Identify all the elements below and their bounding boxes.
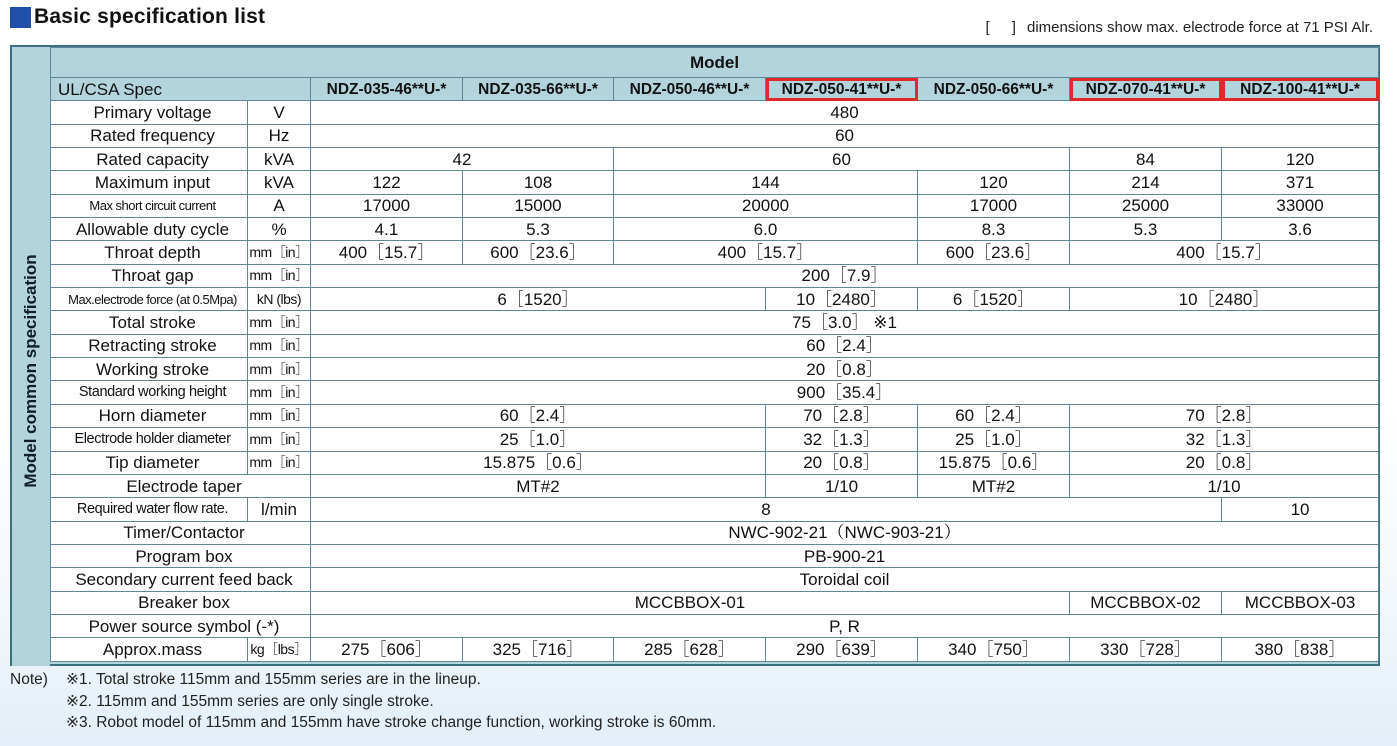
value-cell: 290［639］ (766, 638, 918, 661)
row-label: Throat depth (51, 241, 248, 264)
value-cell: 214 (1070, 171, 1222, 194)
top-note (985, 19, 1373, 36)
row-unit: mm［in］ (248, 264, 311, 287)
value-cell: MCCBBOX-02 (1070, 591, 1222, 614)
value-cell: 20［0.8］ (766, 451, 918, 474)
side-label: Model common specification (21, 254, 40, 488)
table-row (51, 171, 1379, 194)
value-cell: 25［1.0］ (918, 428, 1070, 451)
value-cell: MCCBBOX-01 (311, 591, 1070, 614)
value-cell: 42 (311, 148, 614, 171)
value-cell: MCCBBOX-03 (1222, 591, 1379, 614)
value-cell: 10［2480］ (1070, 288, 1379, 311)
row-label: Working stroke (51, 358, 248, 381)
row-label: Maximum input (51, 171, 248, 194)
row-label: Power source symbol (-*) (51, 614, 311, 637)
table-row (51, 148, 1379, 171)
value-cell: MT#2 (311, 474, 766, 497)
row-label: Rated frequency (51, 124, 248, 147)
model-header: Model (51, 48, 1379, 78)
value-cell: 17000 (918, 194, 1070, 217)
row-unit: % (248, 218, 311, 241)
row-unit: kVA (248, 171, 311, 194)
title-square-icon (10, 7, 31, 28)
value-cell: 70［2.8］ (1070, 404, 1379, 427)
page-title: Basic specification list (34, 5, 266, 28)
value-cell: 15.875［0.6］ (918, 451, 1070, 474)
value-cell: P, R (311, 614, 1379, 637)
value-cell: 600［23.6］ (463, 241, 614, 264)
footnote-1 (10, 669, 716, 691)
value-cell: 4.1 (311, 218, 463, 241)
value-cell: 325［716］ (463, 638, 614, 661)
row-unit: mm［in］ (248, 334, 311, 357)
value-cell: 20［0.8］ (311, 358, 1379, 381)
table-row (51, 124, 1379, 147)
side-column (12, 77, 50, 666)
value-cell: 15.875［0.6］ (311, 451, 766, 474)
ul-spec-row (51, 78, 1379, 101)
value-cell: 6［1520］ (918, 288, 1070, 311)
table-row (51, 264, 1379, 287)
row-label: Approx.mass (51, 638, 248, 661)
table-row (51, 614, 1379, 637)
value-cell: 144 (614, 171, 918, 194)
table-row (51, 451, 1379, 474)
value-cell: 32［1.3］ (766, 428, 918, 451)
value-cell: 60 (614, 148, 1070, 171)
table-row (51, 638, 1379, 661)
value-cell: 600［23.6］ (918, 241, 1070, 264)
value-cell: 10［2480］ (766, 288, 918, 311)
row-label: Required water flow rate. (51, 498, 248, 521)
value-cell: 275［606］ (311, 638, 463, 661)
row-unit: mm［in］ (248, 428, 311, 451)
row-label: Primary voltage (51, 101, 248, 124)
footnote-3 (10, 712, 716, 734)
value-cell: 20［0.8］ (1070, 451, 1379, 474)
value-cell: 25［1.0］ (311, 428, 766, 451)
value-cell: 120 (918, 171, 1070, 194)
value-cell: 84 (1070, 148, 1222, 171)
model-name-highlighted: NDZ-050-41**U-* (766, 78, 918, 101)
row-label: Program box (51, 544, 311, 567)
model-name: NDZ-050-66**U-* (918, 78, 1070, 101)
table-row (51, 381, 1379, 404)
value-cell: 108 (463, 171, 614, 194)
value-cell: 900［35.4］ (311, 381, 1379, 404)
row-unit: l/min (248, 498, 311, 521)
row-label: Retracting stroke (51, 334, 248, 357)
table-row (51, 498, 1379, 521)
value-cell: 15000 (463, 194, 614, 217)
value-cell: 32［1.3］ (1070, 428, 1379, 451)
row-label: Electrode holder diameter (51, 428, 248, 451)
value-cell: MT#2 (918, 474, 1070, 497)
value-cell: 8 (311, 498, 1222, 521)
value-cell: 122 (311, 171, 463, 194)
ul-spec-label: UL/CSA Spec (51, 78, 311, 101)
table-row (51, 288, 1379, 311)
row-label: Max.electrode force (at 0.5Mpa) (51, 288, 248, 311)
row-unit: kg［lbs］ (248, 638, 311, 661)
value-cell: 400［15.7］ (614, 241, 918, 264)
value-cell: 480 (311, 101, 1379, 124)
value-cell: 120 (1222, 148, 1379, 171)
bracket-symbol: [ ] (985, 19, 1025, 36)
row-unit: mm［in］ (248, 404, 311, 427)
table-row (51, 521, 1379, 544)
table-row (51, 591, 1379, 614)
value-cell: 6.0 (614, 218, 918, 241)
value-cell: 340［750］ (918, 638, 1070, 661)
footnotes (10, 669, 716, 734)
row-unit: kN (lbs) (248, 288, 311, 311)
row-label: Horn diameter (51, 404, 248, 427)
value-cell: 6［1520］ (311, 288, 766, 311)
row-label: Electrode taper (51, 474, 311, 497)
footnote-text: ※3. Robot model of 115mm and 155mm have stroke change function, working stroke is 60mm. (66, 714, 717, 731)
row-unit: mm［in］ (248, 451, 311, 474)
value-cell: 60［2.4］ (918, 404, 1070, 427)
row-label: Tip diameter (51, 451, 248, 474)
footnote-2 (10, 691, 716, 713)
row-unit: A (248, 194, 311, 217)
value-cell: 1/10 (766, 474, 918, 497)
spec-table-frame (10, 45, 1380, 666)
value-cell: 8.3 (918, 218, 1070, 241)
value-cell: 33000 (1222, 194, 1379, 217)
model-name-highlighted: NDZ-100-41**U-* (1222, 78, 1379, 101)
row-label: Total stroke (51, 311, 248, 334)
table-row (51, 241, 1379, 264)
table-row (51, 101, 1379, 124)
table-row (51, 404, 1379, 427)
value-cell: 70［2.8］ (766, 404, 918, 427)
table-row (51, 474, 1379, 497)
spec-table (50, 47, 1379, 662)
row-label: Allowable duty cycle (51, 218, 248, 241)
value-cell: 17000 (311, 194, 463, 217)
row-unit: mm［in］ (248, 311, 311, 334)
table-row (51, 428, 1379, 451)
table-row (51, 311, 1379, 334)
note-prefix: Note) (10, 671, 48, 688)
value-cell: 60［2.4］ (311, 334, 1379, 357)
model-name: NDZ-035-46**U-* (311, 78, 463, 101)
value-cell: Toroidal coil (311, 568, 1379, 591)
row-label: Breaker box (51, 591, 311, 614)
row-unit: mm［in］ (248, 358, 311, 381)
value-cell: 200［7.9］ (311, 264, 1379, 287)
value-cell: 371 (1222, 171, 1379, 194)
footnote-text: ※1. Total stroke 115mm and 155mm series are in the lineup. (66, 671, 481, 688)
value-cell: 285［628］ (614, 638, 766, 661)
title-block (10, 5, 265, 29)
value-cell: 330［728］ (1070, 638, 1222, 661)
value-cell: 400［15.7］ (1070, 241, 1379, 264)
row-unit: mm［in］ (248, 241, 311, 264)
value-cell: 75［3.0］ ※1 (311, 311, 1379, 334)
table-row (51, 544, 1379, 567)
model-name: NDZ-035-66**U-* (463, 78, 614, 101)
value-cell: 5.3 (463, 218, 614, 241)
value-cell: 60 (311, 124, 1379, 147)
row-label: Rated capacity (51, 148, 248, 171)
footnote-text: ※2. 115mm and 155mm series are only single stroke. (66, 692, 434, 710)
row-label: Timer/Contactor (51, 521, 311, 544)
row-unit: kVA (248, 148, 311, 171)
value-cell: 10 (1222, 498, 1379, 521)
table-row (51, 568, 1379, 591)
table-row (51, 218, 1379, 241)
model-name: NDZ-050-46**U-* (614, 78, 766, 101)
row-label: Standard working height (51, 381, 248, 404)
value-cell: 400［15.7］ (311, 241, 463, 264)
table-row (51, 194, 1379, 217)
value-cell: 1/10 (1070, 474, 1379, 497)
row-label: Max short circuit current (51, 194, 248, 217)
row-label: Secondary current feed back (51, 568, 311, 591)
value-cell: 20000 (614, 194, 918, 217)
value-cell: 25000 (1070, 194, 1222, 217)
table-row (51, 358, 1379, 381)
row-unit: Hz (248, 124, 311, 147)
value-cell: 60［2.4］ (311, 404, 766, 427)
row-label: Throat gap (51, 264, 248, 287)
top-note-text: dimensions show max. electrode force at 71 PSI Alr. (1026, 19, 1373, 36)
value-cell: PB-900-21 (311, 544, 1379, 567)
value-cell: 380［838］ (1222, 638, 1379, 661)
table-row (51, 334, 1379, 357)
row-unit: mm［in］ (248, 381, 311, 404)
row-unit: V (248, 101, 311, 124)
value-cell: 3.6 (1222, 218, 1379, 241)
value-cell: NWC-902-21（NWC-903-21） (311, 521, 1379, 544)
model-header-row (51, 48, 1379, 78)
model-name-highlighted: NDZ-070-41**U-* (1070, 78, 1222, 101)
value-cell: 5.3 (1070, 218, 1222, 241)
